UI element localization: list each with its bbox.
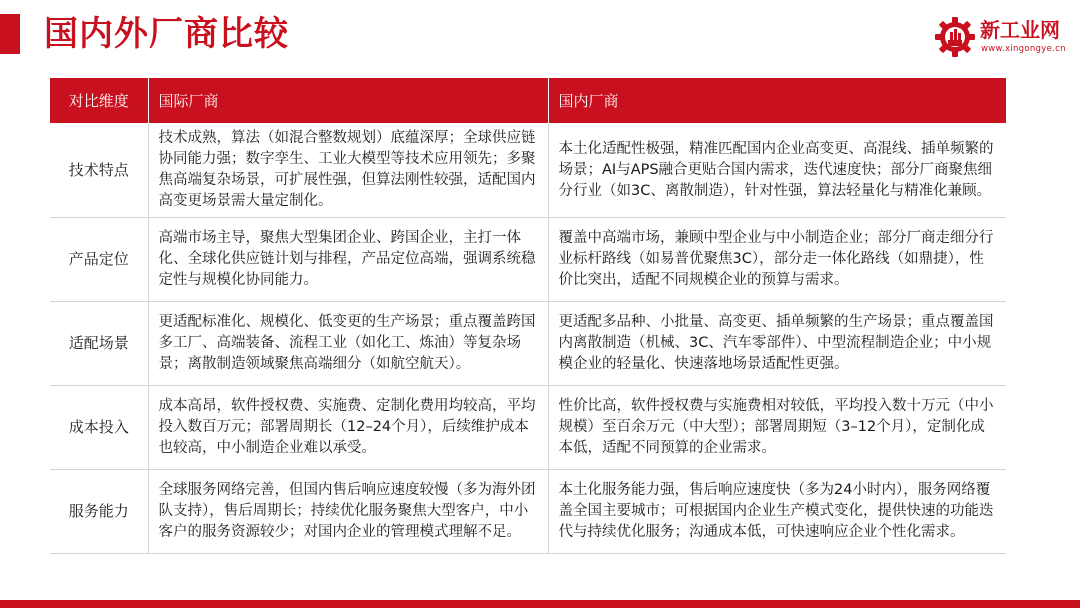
table-row — [50, 386, 1006, 470]
logo-brand-name: 新工业网 — [980, 18, 1060, 42]
gear-icon — [934, 16, 976, 58]
row-international: 全球服务网络完善，但国内售后响应速度较慢（多为海外团队支持），售后周期长；持续优化服务聚焦大型客户，中小客户的服务资源较少；对国内企业的管理模式理解不足。 — [148, 470, 548, 554]
row-domestic: 更适配多品种、小批量、高变更、插单频繁的生产场景；重点覆盖国内离散制造（机械、3C、汽车零部件）、中型流程制造企业；中小规模企业的轻量化、快速落地场景适配性更强。 — [548, 302, 1006, 386]
header-dimension: 对比维度 — [50, 78, 148, 123]
row-international: 更适配标准化、规模化、低变更的生产场景；重点覆盖跨国多工厂、高端装备、流程工业（如化工、炼油）等复杂场景；离散制造领域聚焦高端细分（如航空航天）。 — [148, 302, 548, 386]
bottom-accent-bar — [0, 600, 1080, 608]
row-dimension: 成本投入 — [50, 386, 148, 470]
row-international: 高端市场主导，聚焦大型集团企业、跨国企业，主打一体化、全球化供应链计划与排程，产品定位高端，强调系统稳定性与规模化协同能力。 — [148, 218, 548, 302]
row-dimension: 适配场景 — [50, 302, 148, 386]
header-domestic: 国内厂商 — [548, 78, 1006, 123]
row-domestic: 本土化服务能力强，售后响应速度快（多为24小时内），服务网络覆盖全国主要城市；可根据国内企业生产模式变化，提供快速的功能迭代与持续优化服务；沟通成本低，可快速响应企业个性化需求。 — [548, 470, 1006, 554]
header-international: 国际厂商 — [148, 78, 548, 123]
logo — [934, 14, 1074, 62]
row-dimension: 服务能力 — [50, 470, 148, 554]
row-domestic: 性价比高，软件授权费与实施费相对较低，平均投入数十万元（中小规模）至百余万元（中大型）；部署周期短（3–12个月），定制化成本低，适配不同预算的企业需求。 — [548, 386, 1006, 470]
table-row — [50, 302, 1006, 386]
table-row — [50, 470, 1006, 554]
row-domestic: 覆盖中高端市场，兼顾中型企业与中小制造企业；部分厂商走细分行业标杆路线（如易普优聚焦3C），部分走一体化路线（如鼎捷），性价比突出，适配不同规模企业的预算与需求。 — [548, 218, 1006, 302]
row-dimension: 技术特点 — [50, 123, 148, 218]
row-dimension: 产品定位 — [50, 218, 148, 302]
title-accent-bar — [0, 14, 20, 54]
comparison-table — [50, 78, 1006, 554]
row-domestic: 本土化适配性极强，精准匹配国内企业高变更、高混线、插单频繁的场景；AI与APS融合更贴合国内需求，迭代速度快；部分厂商聚焦细分行业（如3C、离散制造），针对性强，算法轻量化与精准化兼顾。 — [548, 123, 1006, 218]
row-international: 成本高昂，软件授权费、实施费、定制化费用均较高，平均投入数百万元；部署周期长（12–24个月），后续维护成本也较高，中小制造企业难以承受。 — [148, 386, 548, 470]
logo-url: www.xingongye.cn — [981, 44, 1066, 54]
table-header-row — [50, 78, 1006, 123]
slide-title: 国内外厂商比较 — [44, 14, 289, 54]
table-row — [50, 123, 1006, 218]
row-international: 技术成熟，算法（如混合整数规划）底蕴深厚；全球供应链协同能力强；数字孪生、工业大模型等技术应用领先；多聚焦高端复杂场景，可扩展性强，但算法刚性较强，适配国内高变更场景需大量定制化。 — [148, 123, 548, 218]
table-row — [50, 218, 1006, 302]
